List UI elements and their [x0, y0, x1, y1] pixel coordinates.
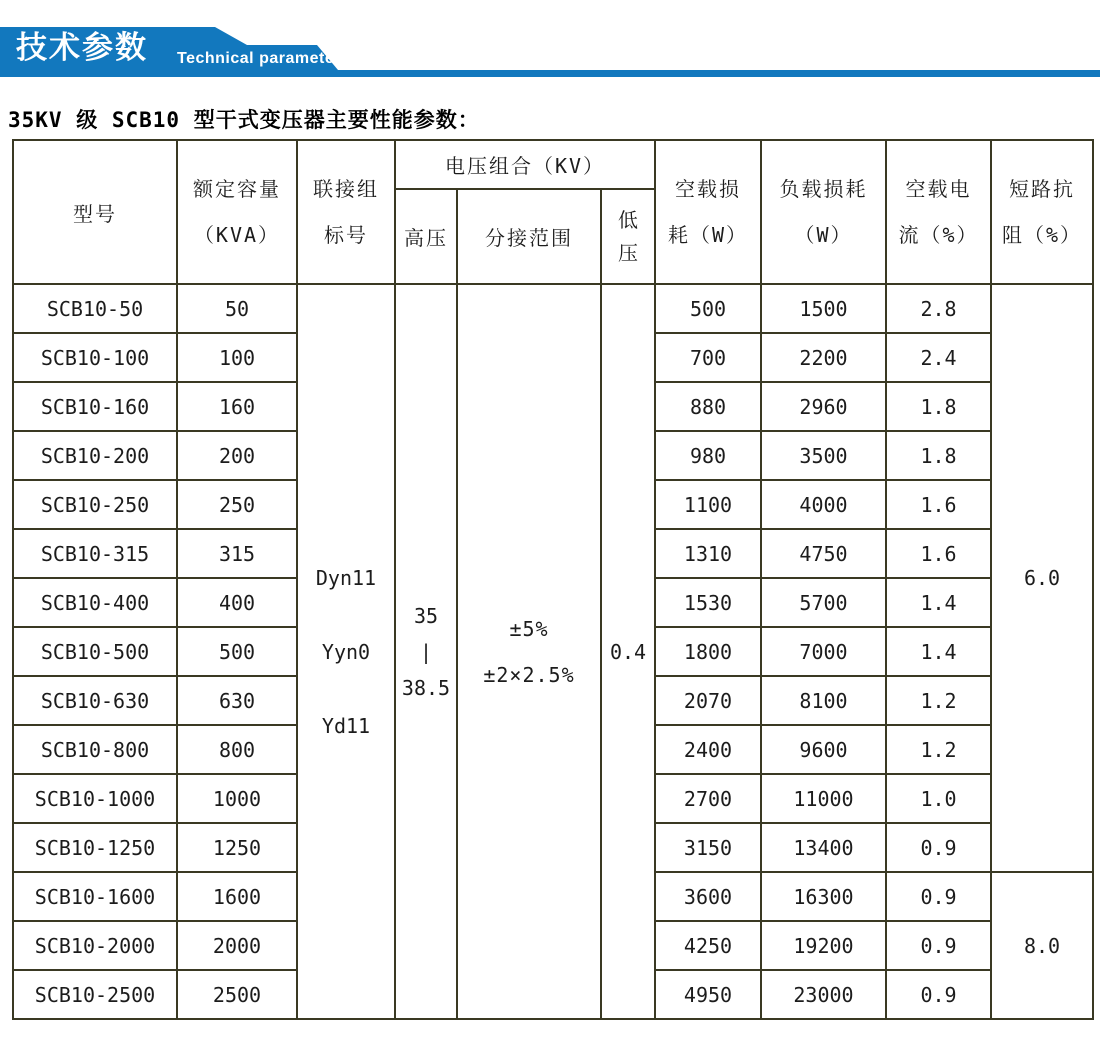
banner-title-en: Technical parameter	[177, 50, 341, 67]
cell-load-loss: 4000	[761, 480, 886, 529]
header-row-1	[13, 140, 1093, 189]
cell-no-load-current: 1.4	[886, 578, 991, 627]
cell-no-load-current: 1.0	[886, 774, 991, 823]
cell-no-load-loss: 1100	[655, 480, 761, 529]
col-header-voltage-group: 电压组合（KV）	[395, 140, 655, 189]
cell-load-loss: 7000	[761, 627, 886, 676]
cell-load-loss: 16300	[761, 872, 886, 921]
cell-model: SCB10-1600	[13, 872, 177, 921]
cell-capacity: 2000	[177, 921, 297, 970]
col-header-high-voltage: 高压	[395, 189, 457, 284]
col-header-tap-range: 分接范围	[457, 189, 601, 284]
col-header-connection-line: 联接组	[313, 177, 379, 201]
cell-connection-group-line: Yd11	[321, 713, 371, 738]
cell-no-load-loss: 3600	[655, 872, 761, 921]
col-header-low-voltage	[601, 189, 655, 284]
cell-capacity: 315	[177, 529, 297, 578]
cell-load-loss: 8100	[761, 676, 886, 725]
cell-load-loss: 2200	[761, 333, 886, 382]
cell-high-voltage-line: 35	[413, 603, 439, 628]
cell-capacity: 200	[177, 431, 297, 480]
cell-model: SCB10-800	[13, 725, 177, 774]
cell-capacity: 800	[177, 725, 297, 774]
col-header-capacity	[177, 140, 297, 284]
cell-load-loss: 13400	[761, 823, 886, 872]
col-header-impedance-line: 阻（%）	[1001, 223, 1083, 247]
cell-model: SCB10-1000	[13, 774, 177, 823]
banner-ribbon-shape	[0, 0, 1100, 80]
cell-load-loss: 9600	[761, 725, 886, 774]
table-body	[13, 284, 1093, 1019]
cell-no-load-current: 1.8	[886, 382, 991, 431]
table-caption: 35KV 级 SCB10 型干式变压器主要性能参数：	[8, 108, 480, 132]
cell-no-load-current: 2.8	[886, 284, 991, 333]
col-header-impedance-line: 短路抗	[1009, 177, 1075, 201]
cell-model: SCB10-400	[13, 578, 177, 627]
cell-model: SCB10-1250	[13, 823, 177, 872]
col-header-load-loss	[761, 140, 886, 284]
cell-model: SCB10-500	[13, 627, 177, 676]
cell-no-load-loss: 1800	[655, 627, 761, 676]
cell-no-load-loss: 3150	[655, 823, 761, 872]
col-header-impedance	[991, 140, 1093, 284]
cell-no-load-current: 1.2	[886, 725, 991, 774]
cell-capacity: 1250	[177, 823, 297, 872]
col-header-model: 型号	[13, 140, 177, 284]
cell-model: SCB10-2500	[13, 970, 177, 1019]
cell-capacity: 400	[177, 578, 297, 627]
cell-no-load-current: 0.9	[886, 970, 991, 1019]
cell-model: SCB10-2000	[13, 921, 177, 970]
col-header-low-voltage-line: 低	[618, 207, 638, 232]
cell-model: SCB10-250	[13, 480, 177, 529]
cell-no-load-loss: 1530	[655, 578, 761, 627]
cell-no-load-current: 0.9	[886, 823, 991, 872]
col-header-no-load-current-line: 流（%）	[898, 223, 979, 247]
cell-model: SCB10-630	[13, 676, 177, 725]
col-header-connection-line: 标号	[324, 223, 368, 247]
cell-model: SCB10-200	[13, 431, 177, 480]
cell-no-load-loss: 2400	[655, 725, 761, 774]
cell-capacity: 160	[177, 382, 297, 431]
cell-low-voltage: 0.4	[601, 284, 655, 1019]
banner-title-cn: 技术参数	[16, 30, 148, 65]
cell-capacity: 250	[177, 480, 297, 529]
cell-no-load-loss: 700	[655, 333, 761, 382]
cell-capacity: 100	[177, 333, 297, 382]
col-header-no-load-loss-line: 耗（W）	[667, 223, 749, 247]
cell-capacity: 500	[177, 627, 297, 676]
cell-impedance: 8.0	[991, 872, 1093, 1019]
cell-connection-group	[297, 284, 395, 1019]
table-row	[13, 284, 1093, 333]
cell-no-load-loss: 4250	[655, 921, 761, 970]
section-banner	[0, 0, 1100, 80]
col-header-load-loss-line: 负载损耗	[779, 177, 868, 201]
cell-high-voltage	[395, 284, 457, 1019]
cell-load-loss: 5700	[761, 578, 886, 627]
cell-no-load-loss: 4950	[655, 970, 761, 1019]
cell-load-loss: 23000	[761, 970, 886, 1019]
cell-no-load-current: 2.4	[886, 333, 991, 382]
cell-high-voltage-line: 38.5	[401, 675, 451, 700]
cell-load-loss: 2960	[761, 382, 886, 431]
cell-model: SCB10-315	[13, 529, 177, 578]
cell-no-load-current: 1.8	[886, 431, 991, 480]
cell-impedance: 6.0	[991, 284, 1093, 872]
cell-no-load-current: 0.9	[886, 872, 991, 921]
cell-no-load-loss: 1310	[655, 529, 761, 578]
col-header-no-load-current-line: 空载电	[905, 177, 972, 201]
cell-capacity: 630	[177, 676, 297, 725]
cell-load-loss: 1500	[761, 284, 886, 333]
cell-capacity: 1000	[177, 774, 297, 823]
col-header-no-load-loss-line: 空载损	[675, 177, 741, 201]
cell-no-load-current: 0.9	[886, 921, 991, 970]
col-header-no-load-loss	[655, 140, 761, 284]
cell-load-loss: 4750	[761, 529, 886, 578]
cell-model: SCB10-160	[13, 382, 177, 431]
cell-load-loss: 11000	[761, 774, 886, 823]
cell-capacity: 50	[177, 284, 297, 333]
cell-tap-range-line: ±2×2.5%	[483, 662, 575, 687]
cell-capacity: 1600	[177, 872, 297, 921]
col-header-low-voltage-line: 压	[618, 240, 638, 265]
cell-tap-range-line: ±5%	[509, 616, 549, 641]
table-header	[13, 140, 1093, 284]
cell-high-voltage-line: |	[419, 639, 433, 664]
col-header-connection-group	[297, 140, 395, 284]
cell-model: SCB10-50	[13, 284, 177, 333]
cell-load-loss: 3500	[761, 431, 886, 480]
cell-no-load-loss: 880	[655, 382, 761, 431]
col-header-load-loss-line: （W）	[794, 223, 853, 247]
col-header-no-load-current	[886, 140, 991, 284]
cell-no-load-loss: 500	[655, 284, 761, 333]
cell-no-load-current: 1.6	[886, 480, 991, 529]
cell-load-loss: 19200	[761, 921, 886, 970]
cell-tap-range	[457, 284, 601, 1019]
cell-connection-group-line: Yyn0	[321, 639, 371, 664]
cell-no-load-current: 1.4	[886, 627, 991, 676]
transformer-parameters-table	[12, 139, 1094, 1020]
cell-capacity: 2500	[177, 970, 297, 1019]
col-header-capacity-line: （KVA）	[193, 223, 281, 247]
cell-no-load-loss: 980	[655, 431, 761, 480]
cell-no-load-loss: 2070	[655, 676, 761, 725]
cell-no-load-loss: 2700	[655, 774, 761, 823]
cell-no-load-current: 1.6	[886, 529, 991, 578]
cell-model: SCB10-100	[13, 333, 177, 382]
col-header-capacity-line: 额定容量	[193, 177, 281, 201]
cell-no-load-current: 1.2	[886, 676, 991, 725]
cell-connection-group-line: Dyn11	[315, 565, 377, 590]
